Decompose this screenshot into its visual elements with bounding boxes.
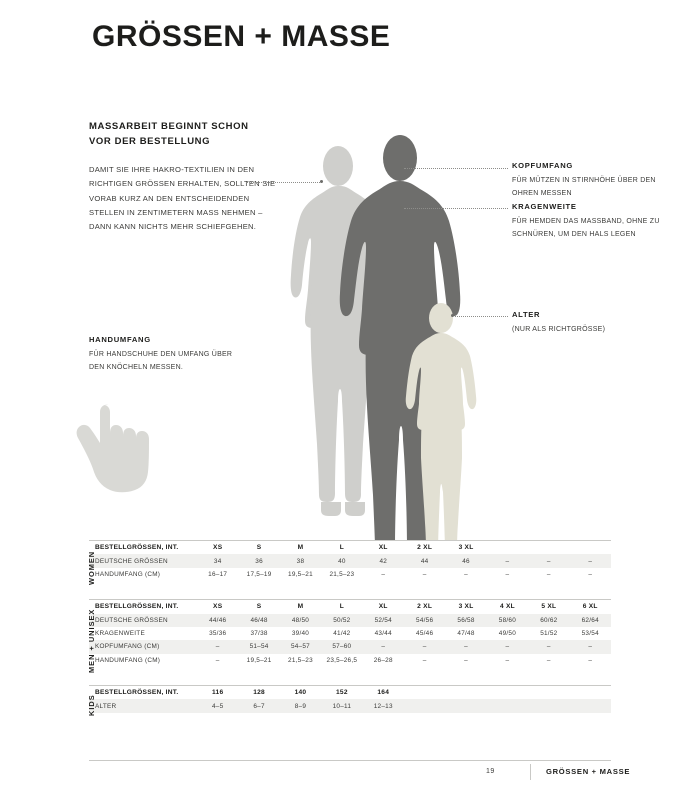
cell: – [588,570,593,578]
annotation-alter [512,310,662,337]
cell: 2 XL [404,600,445,614]
cell: 54–57 [280,640,321,653]
cell: 4–5 [197,699,238,712]
cell [528,541,569,555]
cell: 34 [197,554,238,567]
cell [570,541,611,555]
table-women [89,540,611,581]
cell: – [215,656,220,664]
cell: ALTER [89,699,197,712]
cell: – [445,640,486,653]
cell: 6 XL [570,600,611,614]
intro-body: DAMIT SIE IHRE HAKRO-TEXTILIEN IN DEN RICHTIGEN GRÖSSEN ERHALTEN, SOLLTEN SIE VORAB KURZ AN DEN ENTSCHEIDENDEN STELLEN IN ZENTIMETERN MASS NEHMEN – DANN KANN NICHTS MEHR SCHIEFGEHEN. [89,165,276,231]
table-row [89,600,611,614]
hand-illustration [77,405,149,492]
annotation-handumfang [89,335,249,374]
cell: 42 [363,554,404,567]
cell: XS [197,541,238,555]
cell: 21,5–23 [329,570,355,578]
leader-dot-kopfumfang [400,166,403,169]
cell: – [570,554,611,567]
table-row [89,640,611,653]
cell: – [487,554,528,567]
cell [487,686,528,700]
cell: 56/58 [445,614,486,627]
cell: 2 XL [404,541,445,555]
cell: 4 XL [487,600,528,614]
table-gap-2 [89,667,611,685]
cell: 152 [321,686,362,700]
cell: 19,5–21 [246,656,272,664]
footer-title: GRÖSSEN + MASSE [546,767,631,776]
cell: XS [197,600,238,614]
cell: 50/52 [321,614,362,627]
cell: XL [363,600,404,614]
cell: 23,5–26,5 [326,656,358,664]
cell: 35/36 [209,630,227,638]
cell: L [321,600,362,614]
page-title: GRÖSSEN + MASSE [92,20,391,53]
cell: – [464,570,468,578]
cell: 60/62 [528,614,569,627]
table-men-unisex [89,599,611,667]
cell: HANDUMFANG (CM) [95,570,161,578]
cell: L [321,541,362,555]
cell: – [422,570,427,578]
annotation-kopfumfang [512,161,662,200]
cell [528,699,569,712]
table-women-wrap [87,540,611,586]
group-label-women: WOMEN [87,550,96,586]
table-row [89,568,611,581]
cell: M [280,600,321,614]
annotation-kragenweite-text: FÜR HEMDEN DAS MASSBAND, OHNE ZU SCHNÜREN, UM DEN HALS LEGEN [512,218,660,238]
cell: 54/56 [404,614,445,627]
cell: 3 XL [445,541,486,555]
cell: BESTELLGRÖSSEN, INT. [89,600,197,614]
table-row [89,627,611,640]
cell [404,686,445,700]
page-number: 19 [486,768,495,775]
leader-line-handumfang [246,182,322,183]
cell: 49/50 [498,630,517,638]
cell: 44/46 [197,614,238,627]
cell: – [528,554,569,567]
annotation-handumfang-text: FÜR HANDSCHUHE DEN UMFANG ÜBER DEN KNÖCHELN MESSEN. [89,351,233,371]
cell: 164 [363,686,404,700]
cell: DEUTSCHE GRÖSSEN [89,614,197,627]
cell: 43/44 [374,630,392,638]
cell: – [363,640,404,653]
cell: 58/60 [487,614,528,627]
annotation-kragenweite-title: KRAGENWEITE [512,202,577,211]
cell: KRAGENWEITE [95,630,145,638]
group-label-kids: KIDS [87,694,96,716]
cell: – [464,656,468,664]
cell: S [238,541,279,555]
cell: DEUTSCHE GRÖSSEN [89,554,197,567]
cell: 41/42 [333,630,351,638]
cell: 46 [445,554,486,567]
annotation-handumfang-title: HANDUMFANG [89,335,151,344]
cell: 37/38 [250,630,268,638]
cell: 51/52 [540,630,558,638]
table-gap-1 [89,581,611,599]
table-row [89,614,611,627]
cell: 47/48 [457,630,475,638]
cell [404,699,445,712]
cell [487,699,528,712]
cell: – [487,640,528,653]
cell: BESTELLGRÖSSEN, INT. [89,686,197,700]
cell [528,686,569,700]
cell: 38 [280,554,321,567]
annotation-kragenweite [512,202,662,241]
cell: – [528,640,569,653]
cell [445,699,486,712]
cell: – [588,656,593,664]
table-row [89,541,611,555]
cell [570,699,611,712]
cell: 39/40 [291,630,310,638]
cell: M [280,541,321,555]
leader-line-kragenweite [404,208,508,209]
leader-line-kopfumfang [404,168,508,169]
cell [445,686,486,700]
cell: 16–17 [208,570,228,578]
footer-vertical-divider [530,764,531,780]
cell [487,541,528,555]
group-label-men-unisex: MEN + UNISEX [87,608,96,674]
cell: 19,5–21 [288,570,313,578]
table-men-wrap [87,599,611,674]
cell: 3 XL [445,600,486,614]
table-row [89,686,611,700]
cell: 116 [197,686,238,700]
table-kids [89,685,611,713]
cell: 52/54 [363,614,404,627]
annotation-alter-title: ALTER [512,310,541,319]
cell: 26–28 [373,656,393,664]
cell: – [505,570,510,578]
cell: 51–54 [238,640,279,653]
cell [570,686,611,700]
intro-heading-line2: VOR DER BESTELLUNG [89,135,211,147]
leader-dot-kragenweite [400,206,403,209]
cell: S [238,600,279,614]
cell: XL [363,541,404,555]
cell: 40 [321,554,362,567]
leader-dot-handumfang [320,180,323,183]
footer-divider-rule [89,760,611,761]
cell: 44 [404,554,445,567]
cell: 140 [280,686,321,700]
cell: 21,5–23 [288,656,313,664]
intro-heading-line1: MASSARBEIT BEGINNT SCHON [89,121,249,132]
cell: 17,5–19 [246,570,272,578]
cell: 45/46 [416,630,434,638]
leader-line-alter [455,316,508,317]
cell: KOPFUMFANG (CM) [89,640,197,653]
cell: – [570,640,611,653]
cell: 6–7 [238,699,279,712]
annotation-alter-text: (NUR ALS RICHTGRÖSSE) [512,326,606,333]
cell: HANDUMFANG (CM) [95,656,161,664]
cell: – [404,640,445,653]
cell: 10–11 [321,699,362,712]
size-tables [87,540,611,716]
table-row [89,699,611,712]
cell: – [197,640,238,653]
cell: BESTELLGRÖSSEN, INT. [89,541,197,555]
table-row [89,654,611,667]
cell: 8–9 [280,699,321,712]
cell: – [505,656,510,664]
cell: 12–13 [363,699,404,712]
cell: – [422,656,427,664]
cell: 46/48 [238,614,279,627]
cell: 48/50 [280,614,321,627]
cell: – [381,570,386,578]
cell: 62/64 [570,614,611,627]
cell: – [546,656,551,664]
cell: 36 [238,554,279,567]
cell: – [546,570,551,578]
cell: 128 [238,686,279,700]
cell: 5 XL [528,600,569,614]
annotation-kopfumfang-text: FÜR MÜTZEN IN STIRNHÖHE ÜBER DEN OHREN MESSEN [512,177,656,197]
table-kids-wrap [87,685,611,716]
table-row [89,554,611,567]
cell: 53/54 [581,630,599,638]
leader-dot-alter [451,314,454,317]
cell: 57–60 [321,640,362,653]
annotation-kopfumfang-title: KOPFUMFANG [512,161,573,170]
